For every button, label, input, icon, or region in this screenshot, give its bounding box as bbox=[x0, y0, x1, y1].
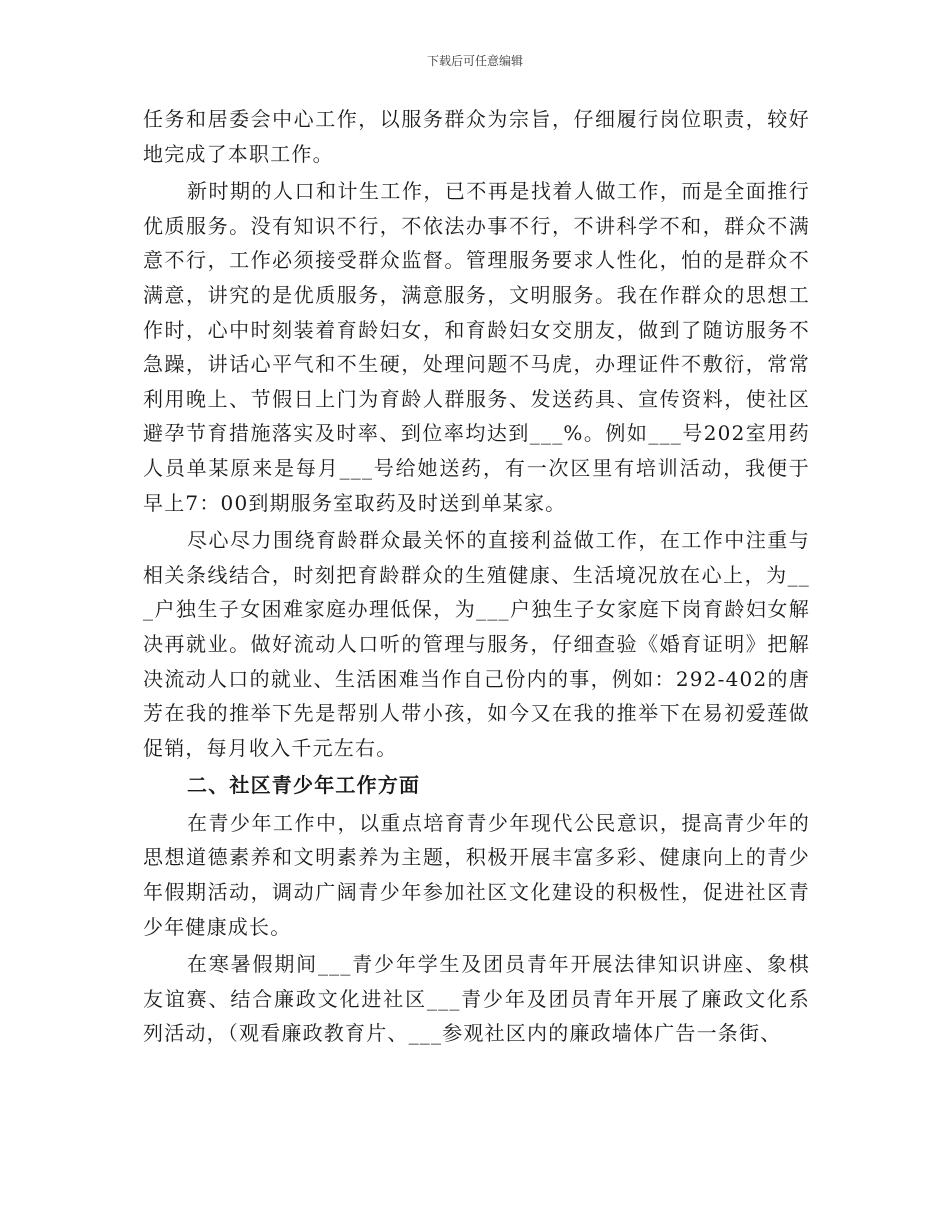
section-heading: 二、社区青少年工作方面 bbox=[187, 773, 421, 798]
paragraph-continued: 任务和居委会中心工作，以服务群众为宗旨，仔细履行岗位职责，较好地完成了本职工作。 bbox=[143, 107, 810, 166]
paragraph-family-planning: 新时期的人口和计生工作，已不再是找着人做工作，而是全面推行优质服务。没有知识不行，不依法办事不行，不讲科学不和，群众不满意不行，工作必须接受群众监督。管理服务要求人性化，怕的是群众不满意，讲究的是优质服务，满意服务，文明服务。我在作群众的思想工作时，心中时刻装着育龄妇女，和育龄妇女交朋友，做到了随访服务不急躁，讲话心平气和不生硬，处理问题不马虎，办理证件不敷衍，常常利用晚上、节假日上门为育龄人群服务、发送药具、宣传资料，使社区避孕节育措施落实及时率、到位率均达到___%。例如___号202室用药人员单某原来是每月___号给她送药，有一次区里有培训活动，我便于早上7：00到期服务室取药及时送到单某家。 bbox=[143, 179, 810, 515]
document-body bbox=[143, 102, 810, 1051]
paragraph-youth-work: 在青少年工作中，以重点培育青少年现代公民意识，提高青少年的思想道德素养和文明素养为主题，积极开展丰富多彩、健康向上的青少年假期活动，调动广阔青少年参加社区文化建设的积极性，促进社区青少年健康成长。 bbox=[143, 810, 810, 939]
paragraph-welfare: 尽心尽力围绕育龄群众最关怀的直接利益做工作，在工作中注重与相关条线结合，时刻把育龄群众的生殖健康、生活境况放在心上，为___户独生子女困难家庭办理低保，为___户独生子女家庭下岗育龄妇女解决再就业。做好流动人口听的管理与服务，仔细查验《婚育证明》把解决流动人口的就业、生活困难当作自己份内的事，例如：292-402的唐芳在我的推举下先是帮别人带小孩，如今又在我的推举下在易初爱莲做促销，每月收入千元左右。 bbox=[143, 528, 810, 760]
paragraph-holiday-activities: 在寒暑假期间___青少年学生及团员青年开展法律知识讲座、象棋友谊赛、结合廉政文化进社区___青少年及团员青年开展了廉政文化系列活动，（观看廉政教育片、___参观社区内的廉政墙体广告一条街、 bbox=[143, 952, 810, 1046]
page-header: 下载后可任意编辑 bbox=[426, 54, 523, 68]
